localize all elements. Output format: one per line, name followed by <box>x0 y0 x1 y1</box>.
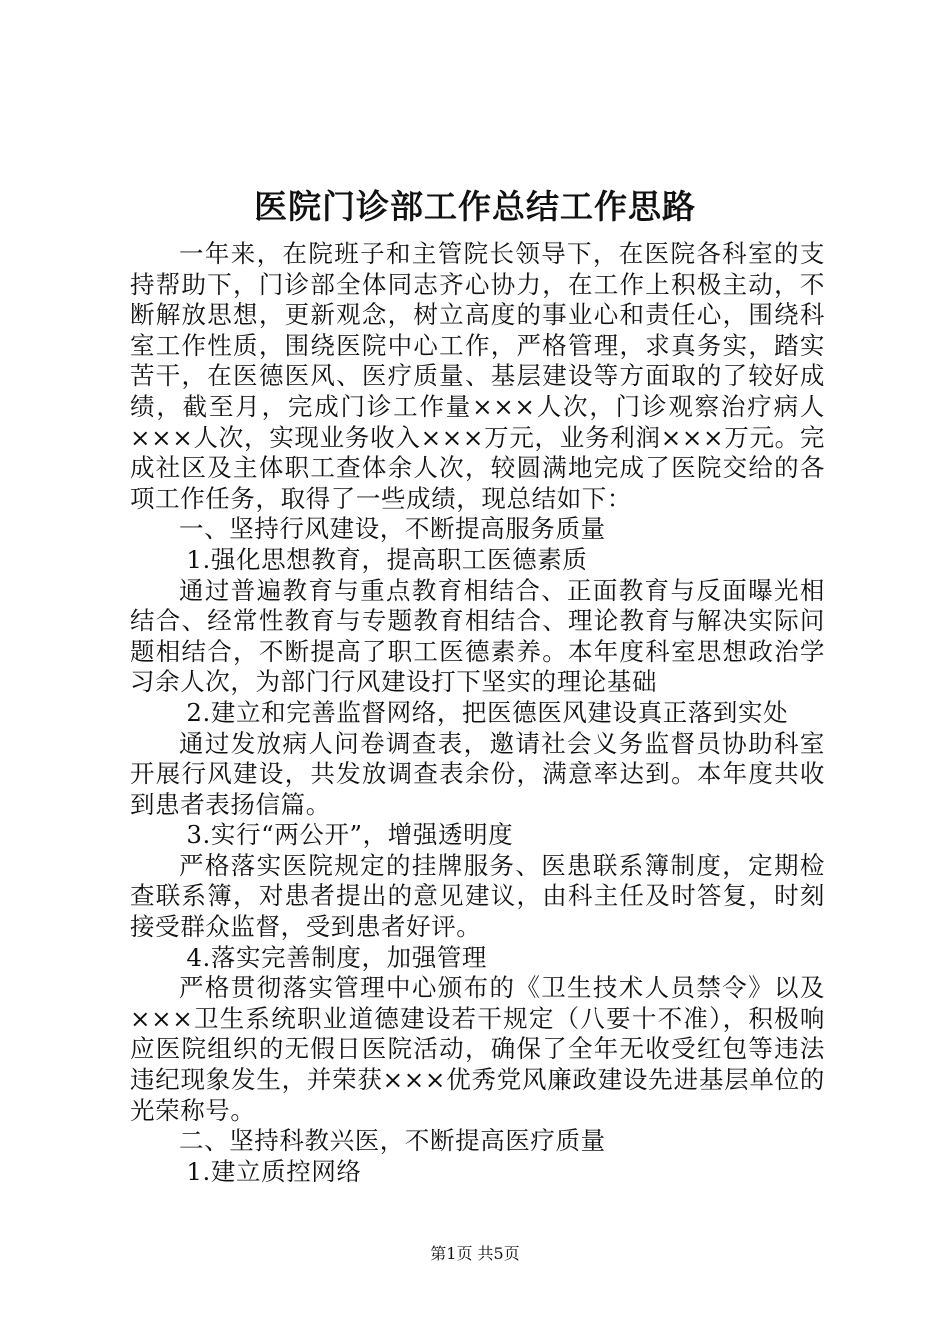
section-heading-2: 二、坚持科教兴医，不断提高医疗质量 <box>179 1126 606 1156</box>
section-heading-1: 一、坚持行风建设，不断提高服务质量 <box>179 514 606 544</box>
item-paragraph-2: 通过发放病人问卷调查表，邀请社会义务监督员协助科室开展行风建设，共发放调查表余份，满意率达到。本年度共收到患者表扬信篇。 <box>130 728 825 819</box>
page-footer: 第1页 共5页 <box>430 1244 520 1263</box>
intro-paragraph: 一年来，在院班子和主管院长领导下，在医院各科室的支持帮助下，门诊部全体同志齐心协力，在工作上积极主动，不断解放思想，更新观念，树立高度的事业心和责任心，围绕科室工作性质，围绕医院中心工作，严格管理，求真务实，踏实苦干，在医德医风、医疗质量、基层建设等方面取的了较好成绩，截至月，完成门诊工作量×××人次，门诊观察治疗病人×××人次，实现业务收入×××万元，业务利润×××万元。完成社区及主体职工查体余人次，较圆满地完成了医院交给的各项工作任务，取得了一些成绩，现总结如下： <box>130 239 825 513</box>
document-body <box>130 239 825 1187</box>
item-paragraph-3: 严格落实医院规定的挂牌服务、医患联系簿制度，定期检查联系簿，对患者提出的意见建议，由科主任及时答复，时刻接受群众监督，受到患者好评。 <box>130 850 825 942</box>
item-heading-4: 4.落实完善制度，加强管理 <box>186 942 488 972</box>
document-title: 医院门诊部工作总结工作思路 <box>254 187 696 226</box>
item-paragraph-4: 严格贯彻落实管理中心颁布的《卫生技术人员禁令》以及×××卫生系统职业道德建设若干规定（八要十不准），积极响应医院组织的无假日医院活动，确保了全年无收受红包等违法违纪现象发生，并荣获×××优秀党风廉政建设先进基层单位的光荣称号。 <box>130 973 825 1125</box>
item-heading-1: 1.强化思想教育，提高职工医德素质 <box>186 544 588 574</box>
item-heading-5: 1.建立质控网络 <box>186 1156 362 1186</box>
item-heading-2: 2.建立和完善监督网络，把医德医风建设真正落到实处 <box>186 697 789 727</box>
item-paragraph-1: 通过普遍教育与重点教育相结合、正面教育与反面曝光相结合、经常性教育与专题教育相结合、理论教育与解决实际问题相结合，不断提高了职工医德素养。本年度科室思想政治学习余人次，为部门行风建设打下坚实的理论基础 <box>130 575 825 697</box>
item-heading-3: 3.实行“两公开”，增强透明度 <box>186 820 514 850</box>
